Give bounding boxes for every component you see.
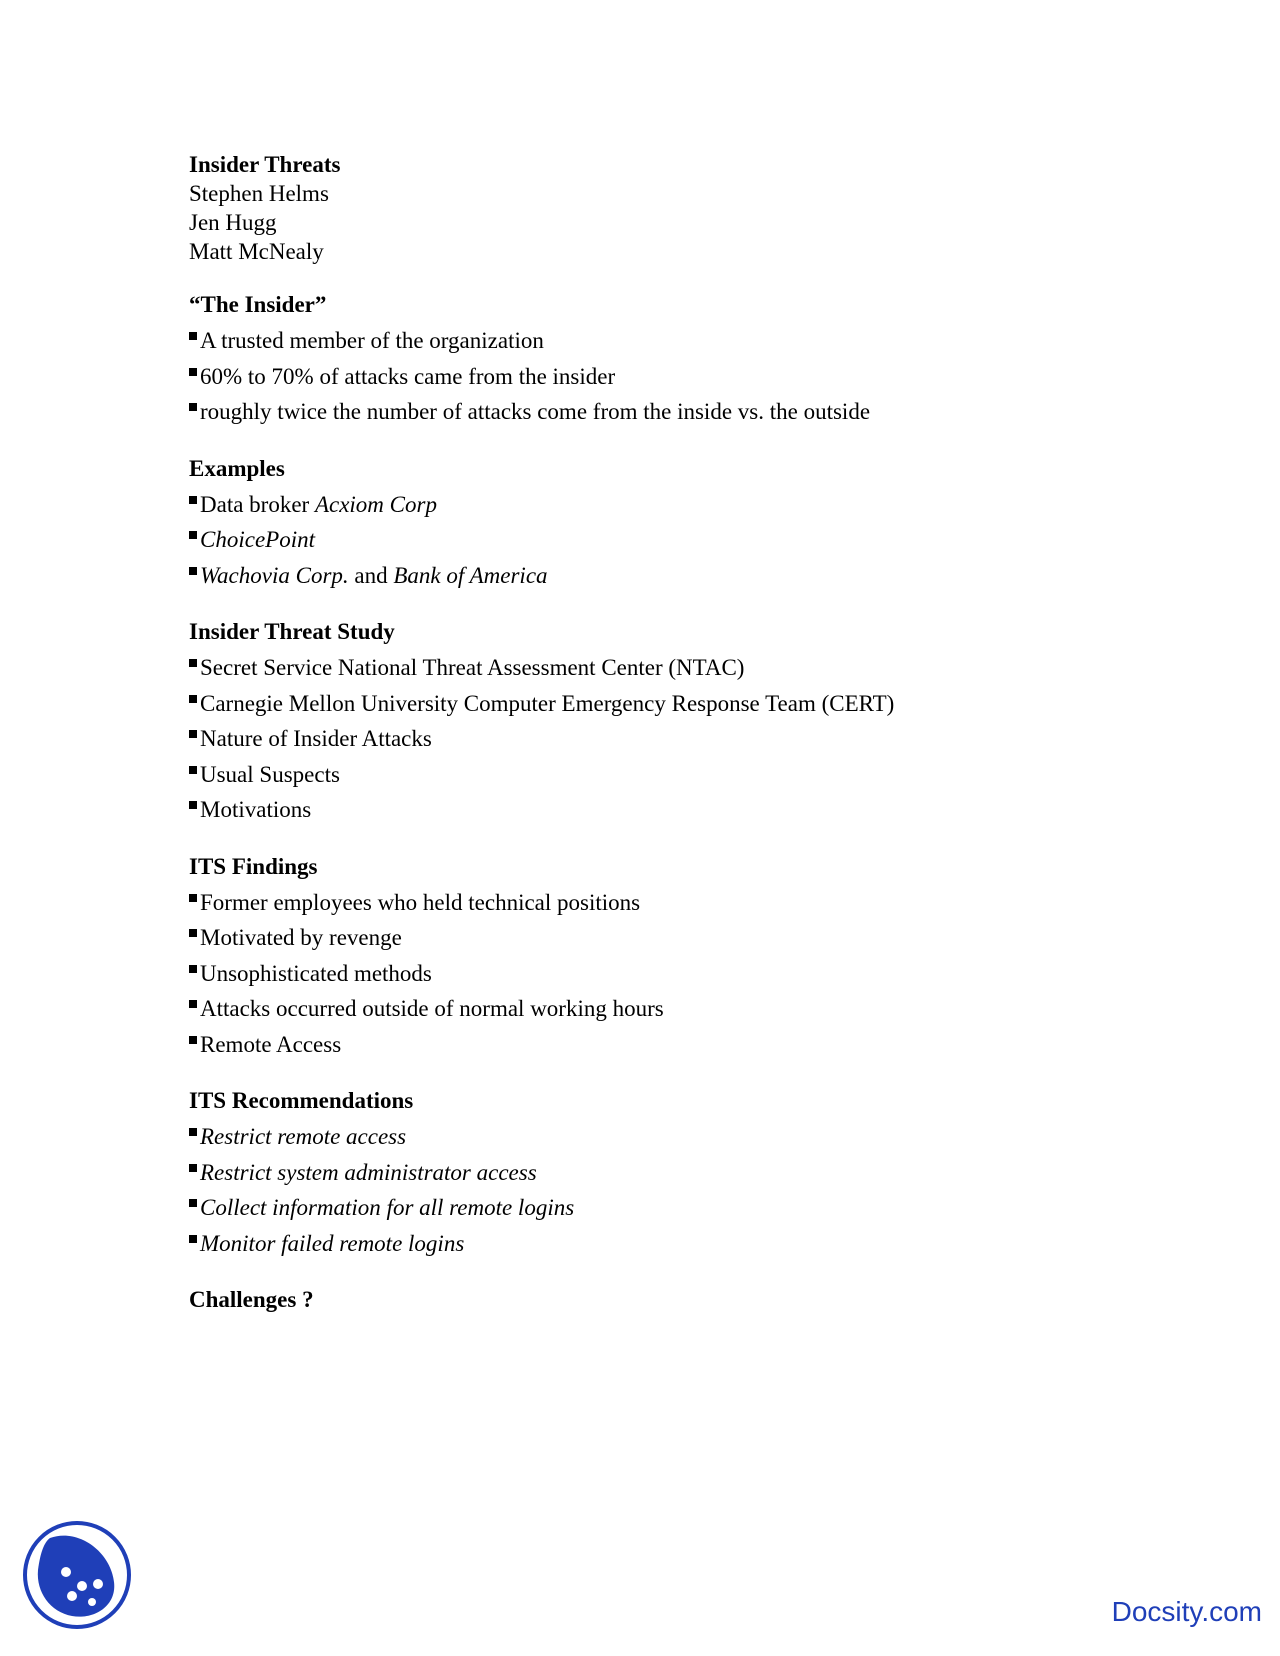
list-item: Carnegie Mellon University Computer Emergency Response Team (CERT): [189, 686, 1189, 722]
list-item: A trusted member of the organization: [189, 323, 1189, 359]
list-item: Unsophisticated methods: [189, 956, 1189, 992]
bullet-icon: [189, 567, 197, 575]
list-item: Former employees who held technical positions: [189, 885, 1189, 921]
section-recommendations: [189, 1086, 1189, 1261]
bullet-icon: [189, 659, 197, 667]
bullet-icon: [189, 1164, 197, 1172]
list-item: Nature of Insider Attacks: [189, 721, 1189, 757]
list-item: Restrict system administrator access: [189, 1155, 1189, 1191]
section-heading: “The Insider”: [189, 292, 327, 317]
section-heading: Challenges ?: [189, 1287, 314, 1312]
bullet-icon: [189, 1000, 197, 1008]
bullet-icon: [189, 403, 197, 411]
section-heading: ITS Recommendations: [189, 1088, 414, 1113]
bullet-icon: [189, 332, 197, 340]
section-examples: [189, 454, 1189, 594]
section-challenges: [189, 1285, 1189, 1314]
bullet-icon: [189, 894, 197, 902]
document-body: [189, 150, 1189, 1338]
section-heading: ITS Findings: [189, 853, 318, 879]
bullet-icon: [189, 531, 197, 539]
list-item: Motivated by revenge: [189, 920, 1189, 956]
docsity-brand-link[interactable]: Docsity.com: [1111, 1596, 1262, 1627]
bullet-icon: [189, 695, 197, 703]
author-name: Matt McNealy: [189, 239, 324, 264]
docsity-logo-graphic: [22, 1520, 132, 1630]
bullet-icon: [189, 1036, 197, 1044]
author-name: Jen Hugg: [189, 210, 277, 235]
list-item: Monitor failed remote logins: [189, 1226, 1189, 1262]
document-title: Insider Threats: [189, 152, 341, 177]
bullet-icon: [189, 1199, 197, 1207]
list-item: Remote Access: [189, 1027, 1189, 1063]
section-findings: [189, 852, 1189, 1063]
list-item: Secret Service National Threat Assessment Center (NTAC): [189, 650, 1189, 686]
bullet-icon: [189, 929, 197, 937]
docsity-logo-icon[interactable]: [22, 1520, 132, 1630]
section-insider: [189, 290, 1189, 430]
list-item: Attacks occurred outside of normal working hours: [189, 991, 1189, 1027]
list-item: Usual Suspects: [189, 757, 1189, 793]
list-item: ChoicePoint: [189, 522, 1189, 558]
list-item: Motivations: [189, 792, 1189, 828]
list-item: Wachovia Corp. and Bank of America: [189, 558, 1189, 594]
bullet-icon: [189, 965, 197, 973]
title-block: [189, 150, 1189, 266]
bullet-icon: [189, 1235, 197, 1243]
bullet-icon: [189, 801, 197, 809]
list-item: Collect information for all remote logins: [189, 1190, 1189, 1226]
section-heading: Examples: [189, 455, 285, 481]
list-item: Restrict remote access: [189, 1119, 1189, 1155]
list-item: Data broker Acxiom Corp: [189, 487, 1189, 523]
bullet-icon: [189, 368, 197, 376]
bullet-icon: [189, 766, 197, 774]
list-item: roughly twice the number of attacks come from the inside vs. the outside: [189, 394, 1189, 430]
section-heading: Insider Threat Study: [189, 619, 395, 644]
bullet-icon: [189, 730, 197, 738]
author-name: Stephen Helms: [189, 181, 329, 206]
list-item: 60% to 70% of attacks came from the insider: [189, 359, 1189, 395]
section-study: [189, 617, 1189, 828]
bullet-icon: [189, 1128, 197, 1136]
bullet-icon: [189, 496, 197, 504]
